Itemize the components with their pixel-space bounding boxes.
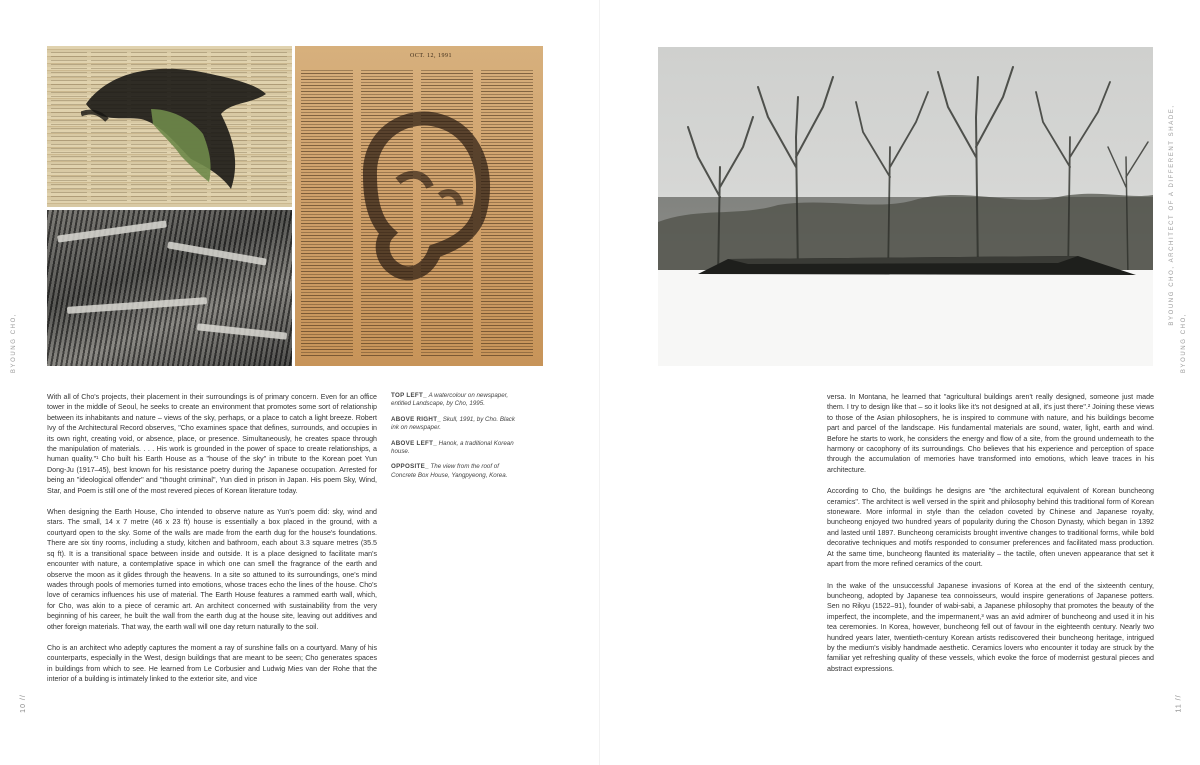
caption-label: ABOVE RIGHT_: [391, 415, 442, 423]
left-paragraph-2: When designing the Earth House, Cho intended to observe nature as Yun's poem did: sky, wind and stars. The small, 14 x 7 metre (46 x 23 ft) house is essentially a box placed in the ground, with a courtyard open to the sky. Some of the walls are made from the earth dug for the house's foundations. There are six tiny rooms, including a study, kitchen and bathroom, each about 3.3 square metres (35.5 sq ft). It is a transitional space between inside and outside. It is a place designed to facilitate man's encounter with nature, a contemplative space in which one can smell the fragrance of the earth and observe the moon as it glides through the heavens. In a site so attuned to its surroundings, one's mind wades through pools of memories turned into emotions, whose traces echo the lines of the house. Cho's love of ceramics influences his use of material. The Earth House features a rammed earth wall, which, for Cho, was akin to a piece of ceramic art. An architect concerned with sustainability from the very beginning of his career, he built the wall from the earth dug at the house site, leaving out additives and other foreign materials. That way, the earth wall will one day return naturally to the soil.: [47, 508, 377, 631]
caption-text: The view from the roof of Concrete Box House, Yangpyeong, Korea.: [391, 463, 508, 479]
right-paragraph-2: According to Cho, the buildings he designs are "the architectural equivalent of Korean buncheong ceramics". The architect is well versed in the spirit and philosophy behind this traditional form of Korean stoneware. More informal in style than the celadon coveted by Chinese and Japanese royalty, buncheong enjoyed two hundred years of popularity during the Choson Dynasty, which began in 1392 and lasted until 1897. Buncheong ceramicists brought inventive changes to traditional forms, while bold decorative techniques and motifs responded to consumer preferences and facilitated mass production. At the same time, buncheong flaunted its materiality – the tactile, often uneven appearance that set it apart from the more refined ceramics of the court.: [827, 487, 1154, 569]
landscape-painting-image: [47, 46, 292, 207]
newspaper-date: OCT. 12, 1991: [410, 53, 453, 59]
running-head-left-short: BYOUNG CHO,: [11, 312, 17, 374]
left-body-column: [47, 392, 377, 685]
page-number-left: 10 //: [19, 694, 27, 713]
caption-label: TOP LEFT_: [391, 392, 427, 399]
left-paragraph-1: With all of Cho's projects, their placement in their surroundings is of primary concern. Even for an office tower in the middle of Seoul, he seeks to create an environment that promotes some sort of relationship between its inhabitants and nature – views of the sky, perhaps, or a place to catch a light breeze. Robert Ivy of the Architectural Record observes, "Cho examines space that defines, surrounds, and occupies in its own right, creating void, or absence, place, or presence. Simultaneously, he creates space through the manipulation of materials. . . . His work is grounded in the power of space to create relationships, a human quality."¹ Cho built his Earth House as a "house of the sky" in tribute to the Korean poet Yun Dong-Ju (1917–45), best known for his resistance poetry during the Japanese occupation. Arrested for being an "ideological offender" and "thought criminal", Yun died in prison in Japan. His poem Sky, Wind, Star, and Poem is still one of the most revered pieces of Korean literature today.: [47, 393, 377, 495]
right-body-column: [827, 392, 1154, 674]
hanok-roof-image: [47, 210, 292, 366]
caption-top-left: [391, 392, 521, 409]
caption-text: Hanok, a traditional Korean house.: [391, 439, 514, 456]
courtyard-opening: [658, 247, 1153, 287]
caption-text: Skull, 1991, by Cho. Black ink on newspaper.: [391, 415, 515, 432]
caption-opposite: [391, 463, 521, 480]
running-head-right: BYOUNG CHO, ARCHITECT OF A DIFFERENT SHADE,: [1169, 104, 1175, 326]
caption-label: OPPOSITE_: [391, 463, 429, 471]
right-paragraph-1: versa. In Montana, he learned that "agricultural buildings aren't really designed, someone just made them. I try to design like that – so it looks like it's not designed at all, it's just there".² Joining these views to those of the Asian philosophers, he is inspired to commune with nature, and his buildings become part and parcel of the landscape. His fundamental materials are sound, water, light, earth and wind. Before he starts to work, he considers the energy and flow of a site, from the ground underneath to the harmony or cacophony of its surroundings. Cho believes that his experience and perception of space through the accumulation of memories have transformed into emotions, which leave traces in his architecture.: [827, 393, 1154, 474]
running-head-right-short: BYOUNG CHO,: [1181, 312, 1187, 374]
image-captions: [391, 392, 521, 487]
page-number-right: 11 //: [1175, 694, 1183, 713]
right-paragraph-3: In the wake of the unsuccessful Japanese invasions of Korea at the end of the sixteenth century, buncheong, adopted by Japanese tea connoisseurs, would inspire generations of Japanese potters. Sen no Rikyu (1522–91), founder of wabi-sabi, a Japanese philosophy that promotes the beauty of the imperfect, the incomplete, and the impermanent,³ was an avid admirer of buncheong and used it in his tea ceremonies. In Korea, however, buncheong fell out of favour in the eighteenth century. Nearly two hundred years later, twentieth-century Korean artists rediscovered their buncheong heritage, intrigued by the medium's visibly handmade aesthetic. Ceramics lovers who encounter it today are struck by the familiar yet refreshing quality of these vessels, which evoke the force of modernist gestural pieces and abstract expressions.: [827, 581, 1154, 673]
caption-above-right: [391, 416, 521, 433]
left-paragraph-3: Cho is an architect who adeptly captures the moment a ray of sunshine falls on a courtyard. Many of his counterparts, especially in the West, design buildings that are meant to be seen; Cho generates spaces in buildings from which to see. He learned from Le Corbusier and Ludwig Mies van der Rohe that the interior of a building is intimately linked to the exterior site, and vice: [47, 643, 377, 684]
snow-courtyard-image: [658, 47, 1153, 366]
ink-brushstroke: [81, 64, 271, 194]
caption-label: ABOVE LEFT_: [391, 439, 437, 447]
caption-text: A watercolour on newspaper, entitled Landscape, by Cho, 1995.: [391, 392, 509, 408]
skull-brushstroke: [340, 101, 500, 291]
skull-ink-image: [295, 46, 543, 366]
caption-above-left: [391, 440, 521, 457]
